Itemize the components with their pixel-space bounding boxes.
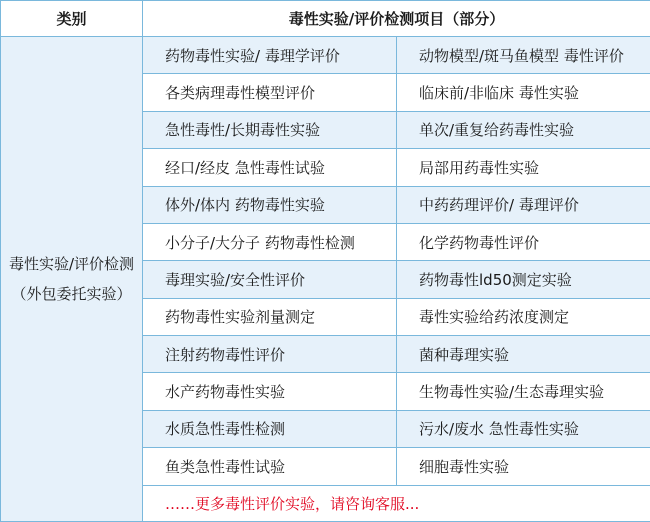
item-cell: 注射药物毒性评价 [143,336,397,373]
item-cell: 水产药物毒性实验 [143,373,397,410]
item-cell: 中药药理评价/ 毒理评价 [397,186,650,223]
table-row [1,37,650,74]
item-cell: 毒性实验给药浓度测定 [397,298,650,335]
item-cell: 单次/重复给药毒性实验 [397,111,650,148]
item-cell: 污水/废水 急性毒性实验 [397,410,650,447]
item-cell: 急性毒性/长期毒性实验 [143,111,397,148]
item-cell: 生物毒性实验/生态毒理实验 [397,373,650,410]
item-cell: 动物模型/斑马鱼模型 毒性评价 [397,37,650,74]
item-cell: 小分子/大分子 药物毒性检测 [143,223,397,260]
category-cell [1,37,143,522]
item-cell: 菌种毒理实验 [397,336,650,373]
item-cell: 药物毒性ld50测定实验 [397,261,650,298]
category-name: 毒性实验/评价检测 [8,255,135,273]
more-tests-link[interactable]: ……更多毒性评价实验，请咨询客服... [143,485,650,522]
item-cell: 毒理实验/安全性评价 [143,261,397,298]
category-note: （外包委托实验） [11,285,132,303]
item-cell: 体外/体内 药物毒性实验 [143,186,397,223]
item-cell: 细胞毒性实验 [397,448,650,485]
item-cell: 临床前/非临床 毒性实验 [397,74,650,111]
item-cell: 各类病理毒性模型评价 [143,74,397,111]
item-cell: 化学药物毒性评价 [397,223,650,260]
table-header-row [1,1,650,37]
header-category: 类别 [1,1,143,37]
item-cell: 药物毒性实验/ 毒理学评价 [143,37,397,74]
item-cell: 局部用药毒性实验 [397,149,650,186]
item-cell: 经口/经皮 急性毒性试验 [143,149,397,186]
item-cell: 鱼类急性毒性试验 [143,448,397,485]
header-items: 毒性实验/评价检测项目（部分） [143,1,650,37]
item-cell: 水质急性毒性检测 [143,410,397,447]
item-cell: 药物毒性实验剂量测定 [143,298,397,335]
